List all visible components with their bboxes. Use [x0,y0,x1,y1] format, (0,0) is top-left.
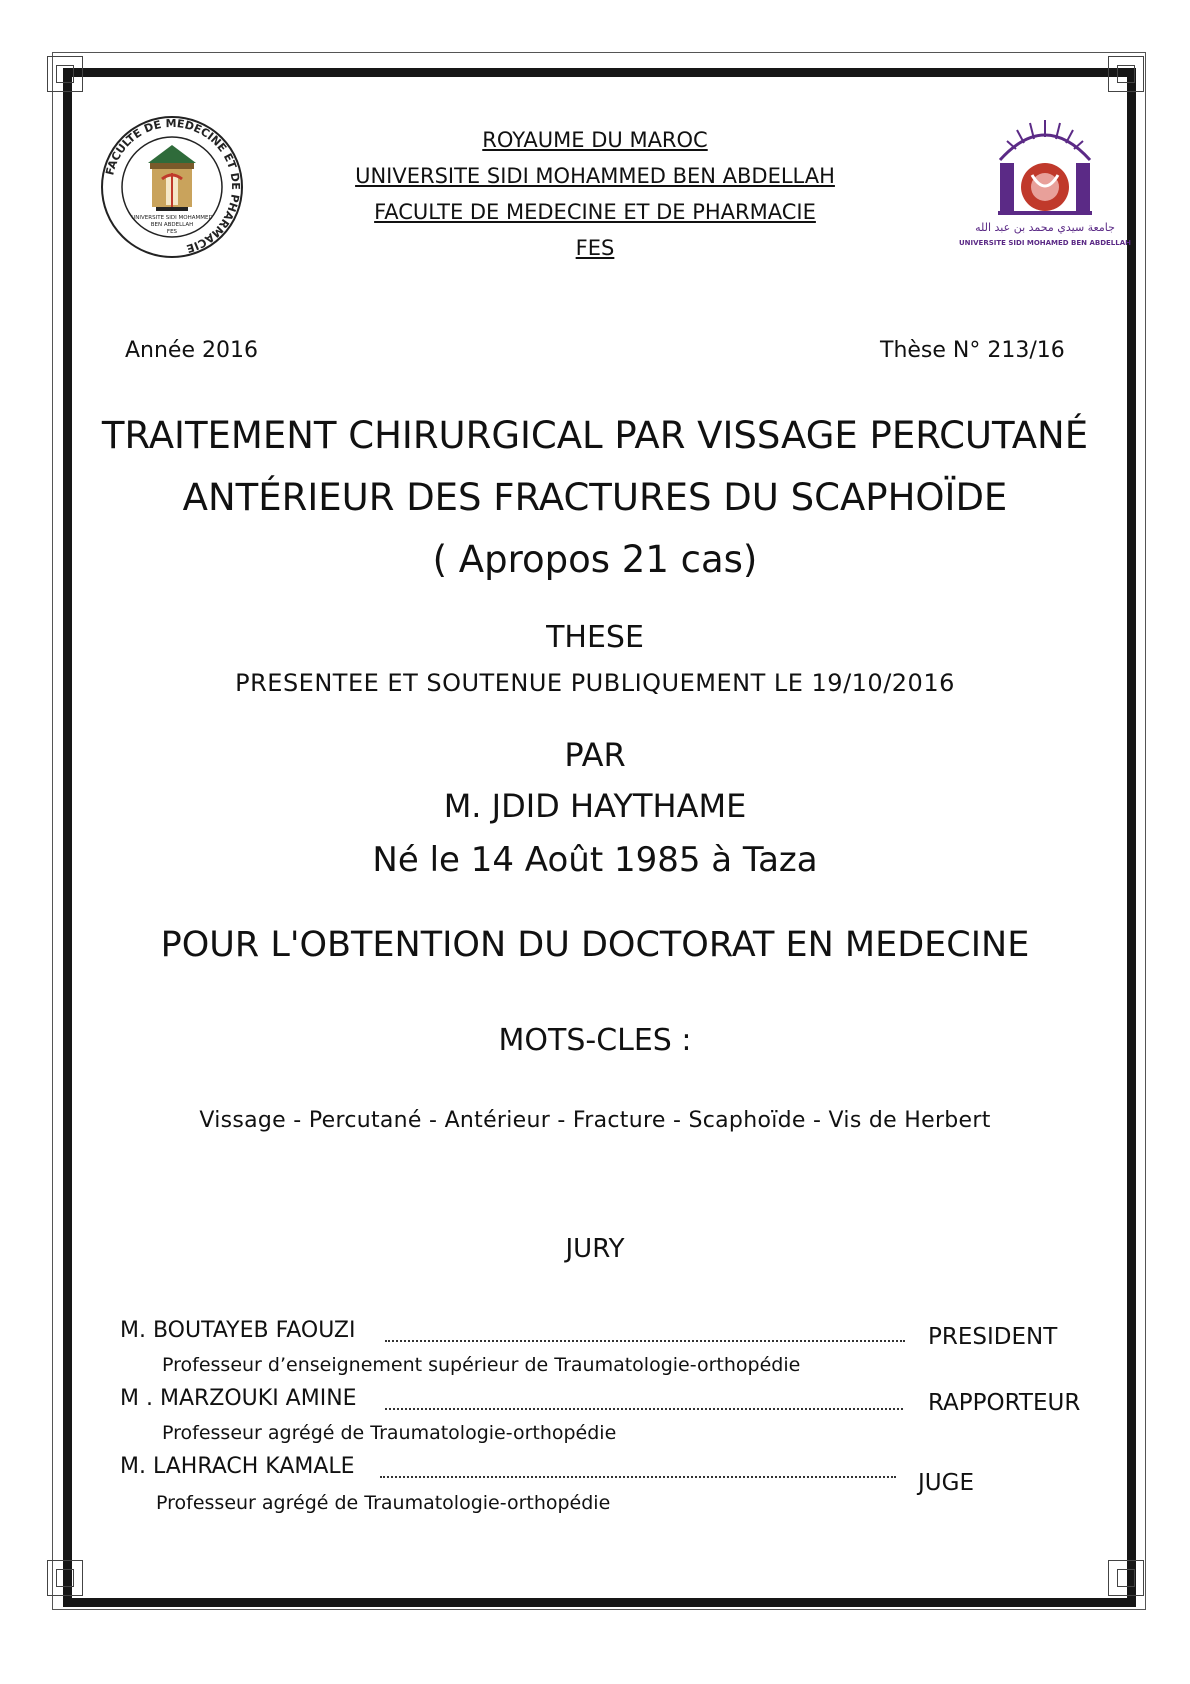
svg-text:BEN ABDELLAH: BEN ABDELLAH [150,222,194,228]
keywords-title: MOTS-CLES : [498,1023,692,1058]
svg-text:UNIVERSITE SIDI MOHAMED BEN AB: UNIVERSITE SIDI MOHAMED BEN ABDELLAH [958,239,1132,247]
title-line-3: ( Apropos 21 cas) [432,538,758,581]
jury-member-title: Professeur agrégé de Traumatologie-orthopédie [162,1422,617,1444]
title-line-1: TRAITEMENT CHIRURGICAL PAR VISSAGE PERCUTANÉ [101,414,1089,457]
jury-member-name: M. LAHRACH KAMALE [120,1454,355,1479]
jury-member-name: M . MARZOUKI AMINE [120,1386,357,1411]
svg-text:FACULTE DE MEDECINE ET DE PHAR: FACULTE DE MEDECINE ET DE PHARMACIE [103,116,243,256]
frame-corner-ornament [1108,56,1144,92]
these-label: THESE [546,620,644,655]
faculty-seal-icon [100,115,245,260]
frame-corner-ornament [47,56,83,92]
jury-member-name: M. BOUTAYEB FAOUZI [120,1318,356,1343]
thesis-number: Thèse N° 213/16 [880,338,1065,363]
title-line-2: ANTÉRIEUR DES FRACTURES DU SCAPHOÏDE [182,476,1008,519]
svg-text:FES: FES [166,229,178,235]
header-kingdom: ROYAUME DU MAROC [482,128,708,152]
frame-corner-ornament [1108,1560,1144,1596]
header-university: UNIVERSITE SIDI MOHAMMED BEN ABDELLAH [355,164,835,188]
jury-member-role: JUGE [918,1470,974,1496]
jury-member-role: RAPPORTEUR [928,1390,1081,1416]
university-emblem-icon [958,115,1132,255]
author-birth: Né le 14 Août 1985 à Taza [372,840,818,880]
svg-text:UNIVERSITE SIDI MOHAMMED: UNIVERSITE SIDI MOHAMMED [131,215,213,221]
jury-title: JURY [565,1234,625,1264]
jury-member-title: Professeur agrégé de Traumatologie-orthopédie [156,1492,611,1514]
year-label: Année 2016 [125,338,258,363]
par-label: PAR [564,736,626,774]
institution-header [250,122,940,266]
keywords-list: Vissage - Percutané - Antérieur - Fracture - Scaphoïde - Vis de Herbert [199,1108,991,1133]
svg-text:جامعة سيدي محمد بن عبد الله: جامعة سيدي محمد بن عبد الله [975,221,1115,234]
author-name: M. JDID HAYTHAME [443,787,747,825]
header-city: FES [575,236,615,260]
leader-dots [385,1340,905,1342]
degree-line: POUR L'OBTENTION DU DOCTORAT EN MEDECINE [160,925,1030,965]
defense-date-line: PRESENTEE ET SOUTENUE PUBLIQUEMENT LE 19/10/2016 [235,669,955,697]
jury-member-title: Professeur d’enseignement supérieur de Traumatologie-orthopédie [162,1354,801,1376]
header-faculty: FACULTE DE MEDECINE ET DE PHARMACIE [374,200,816,224]
leader-dots [380,1476,896,1478]
leader-dots [385,1408,903,1410]
thesis-title [80,405,1110,591]
jury-member-role: PRESIDENT [928,1324,1058,1350]
frame-corner-ornament [47,1560,83,1596]
page-frame-inner [63,68,1136,1607]
